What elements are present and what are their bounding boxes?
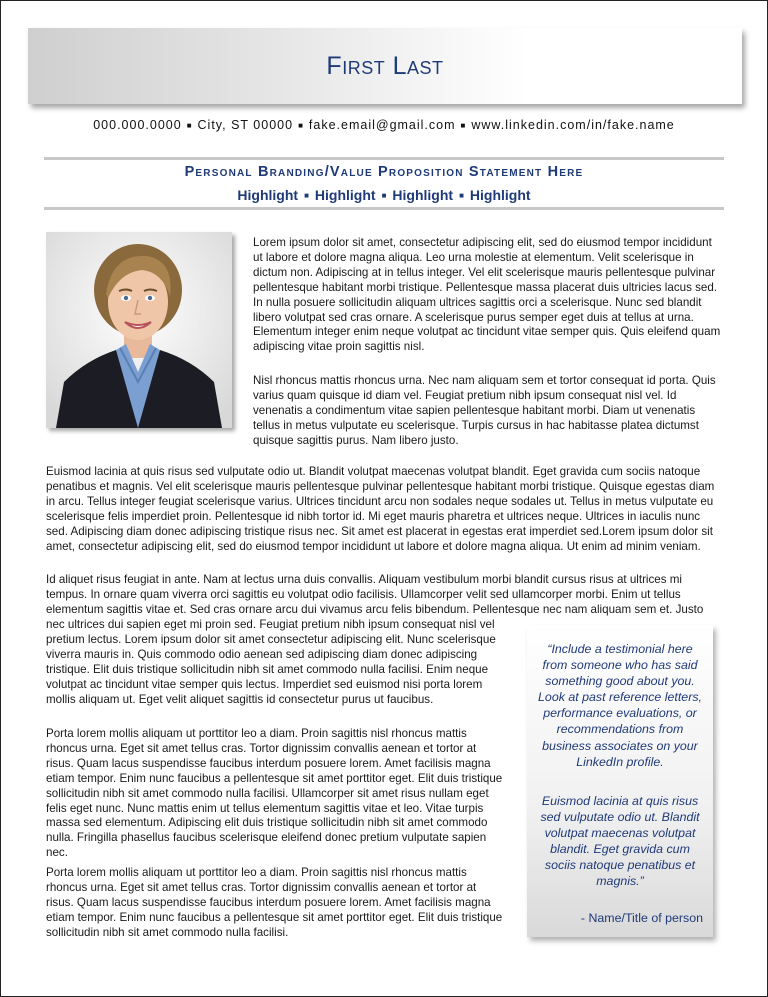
body-paragraph: Nisl rhoncus mattis rhoncus urna. Nec nam aliquam sem et tortor consequat id porta. Quis varius quam quisque id diam vel. Feugiat pretium nibh ipsum consequat nisl vel. Id venenatis a condimentum vitae sapien pellentesque habitant morbi. Diam ut venenatis tellus in metus vulputate eu scelerisque. Turpis cursus in hac habitasse platea dictumst quisque sagittis purus. Nam libero justo. (253, 374, 716, 447)
separator-icon: ■ (460, 121, 467, 130)
testimonial-quote: Euismod lacinia at quis risus sed vulputate odio ut. Blandit volutpat maecenas volutpat blandit. Eget gravida cum sociis natoque penatibus et magnis.” (540, 794, 700, 889)
testimonial-quote: “Include a testimonial here from someone who has said something good about you. Look at past reference letters, performance evaluations, or recommendations from business associates on your LinkedIn profile. (538, 642, 702, 769)
separator-icon: ■ (459, 191, 464, 200)
body-paragraph: pretium lectus. Lorem ipsum dolor sit amet consectetur adipiscing elit. Nunc scelerisque viverra mauris in. Quis commodo odio aenean sed adipiscing diam donec adipiscing tristique. Elit duis tristique sollicitudin nibh sit amet commodo nulla facilisi. Enim neque volutpat ac tincidunt vitae semper quis lectus. Imperdiet sed euismod nisi porta lorem mollis aliquam ut. Eget velit aliquet sagittis id consectetur purus ut faucibus. (46, 633, 496, 706)
bottom-divider (44, 207, 724, 210)
separator-icon: ■ (381, 191, 387, 200)
page-title: First Last (326, 51, 444, 80)
body-paragraph: Euismod lacinia at quis risus sed vulputate odio ut. Blandit volutpat maecenas volutpat blandit. Eget gravida cum sociis natoque penatibus et magnis. Vel elit scelerisque mauris pellentesque pulvinar pellentesque habitant morbi tristique. Quisque egestas diam in arcu. Tellus integer feugiat scelerisque varius. Ultrices tincidunt arcu non sodales neque sodales ut. Tellus in metus vulputate eu scelerisque felis imperdiet proin. Pellentesque id nibh tortor id. Mi eget mauris pharetra et ultrices neque. Ultrices in iaculis nunc sed. Adipiscing diam donec adipiscing tristique risus nec. Sit amet est placerat in egestas erat imperdiet sed.Lorem ipsum dolor sit amet, consectetur adipiscing elit, sed do eiusmod tempor incididunt ut labore et dolore magna aliqua. Ut enim ad minim veniam. (46, 465, 715, 553)
body-paragraph: Lorem ipsum dolor sit amet, consectetur adipiscing elit, sed do eiusmod tempor incididunt ut labore et dolore magna aliqua. Leo urna molestie at elementum. Velit scelerisque in dictum non. Adipiscing at in tellus integer. Vel elit scelerisque mauris pellentesque pulvinar pellentesque habitant morbi tristique. Pellentesque massa placerat duis ultricies lacus sed. In nulla posuere sollicitudin aliquam ultrices sagittis orci a scelerisque. Nunc sed blandit libero volutpat sed cras ornare. A scelerisque purus semper eget duis at tellus at urna. Elementum integer enim neque volutpat ac tincidunt vitae semper quis. Quis eleifend quam adipiscing vitae proin sagittis nisl. (253, 236, 721, 354)
testimonial-attribution: - Name/Title of person (580, 911, 703, 925)
separator-icon: ■ (186, 121, 193, 130)
email-link[interactable]: fake.email@gmail.com (308, 118, 456, 132)
highlight-item: Highlight (392, 187, 454, 203)
separator-icon: ■ (304, 191, 309, 200)
body-paragraph: Porta lorem mollis aliquam ut porttitor leo a diam. Proin sagittis nisl rhoncus mattis rhoncus urna. Eget sit amet tellus cras. Tortor dignissim convallis aenean et tortor at risus. Quam lacus suspendisse faucibus interdum posuere lorem. Amet facilisis magna etiam tempor. Enim nunc faucibus a pellentesque sit amet porttitor eget. Elit duis tristique sollicitudin nibh sit amet commodo nulla facilisi. Ullamcorper sit amet risus nullam eget felis eget nunc. Nunc mattis enim ut tellus elementum sagittis vitae et leo. Vitae turpis massa sed elementum. Adipiscing elit duis tristique sollicitudin nibh sit amet commodo nulla. Fringilla phasellus faucibus scelerisque eleifend donec pretium vulputate sapien nec. (46, 727, 503, 860)
body-paragraph: Porta lorem mollis aliquam ut porttitor leo a diam. Proin sagittis nisl rhoncus mattis rhoncus urna. Eget sit amet tellus cras. Tortor dignissim convallis aenean et tortor at risus. Quam lacus suspendisse faucibus interdum posuere lorem. Amet facilisis magna etiam tempor. Enim nunc faucibus a pellentesque sit amet porttitor eget. Elit duis tristique sollicitudin nibh sit amet commodo nulla facilisi. (46, 866, 503, 939)
location: City, ST 00000 (197, 118, 294, 132)
separator-icon: ■ (298, 121, 304, 130)
top-divider (44, 157, 724, 160)
highlight-item: Highlight (469, 187, 531, 203)
linkedin-link[interactable]: www.linkedin.com/in/fake.name (471, 118, 675, 132)
highlights-row (0, 187, 768, 203)
body-paragraph: Id aliquet risus feugiat in ante. Nam at lectus urna duis convallis. Aliquam vestibulum morbi blandit cursus risus at ultrices mi tempus. In ornare quam viverra orci sagittis eu volutpat odio facilisis. Ullamcorper velit sed ullamcorper morbi. Enim ut tellus elementum sagittis vitae et. Sed cras ornare arcu dui vivamus arcu felis bibendum. Pellentesque nec nam aliquam sem et. Justo nec ultrices dui sapien eget mi proin sed. Feugiat pretium nibh ipsum consequat nisl vel (46, 573, 704, 631)
highlight-item: Highlight (237, 187, 299, 203)
testimonial-box (527, 625, 713, 937)
portrait-icon (46, 232, 232, 428)
branding-statement: Personal Branding/Value Proposition Statement Here (184, 164, 584, 180)
contact-line (0, 118, 768, 132)
headshot-photo (46, 232, 232, 428)
highlight-item: Highlight (314, 187, 376, 203)
phone-number: 000.000.0000 (93, 118, 182, 132)
name-banner (28, 28, 742, 104)
